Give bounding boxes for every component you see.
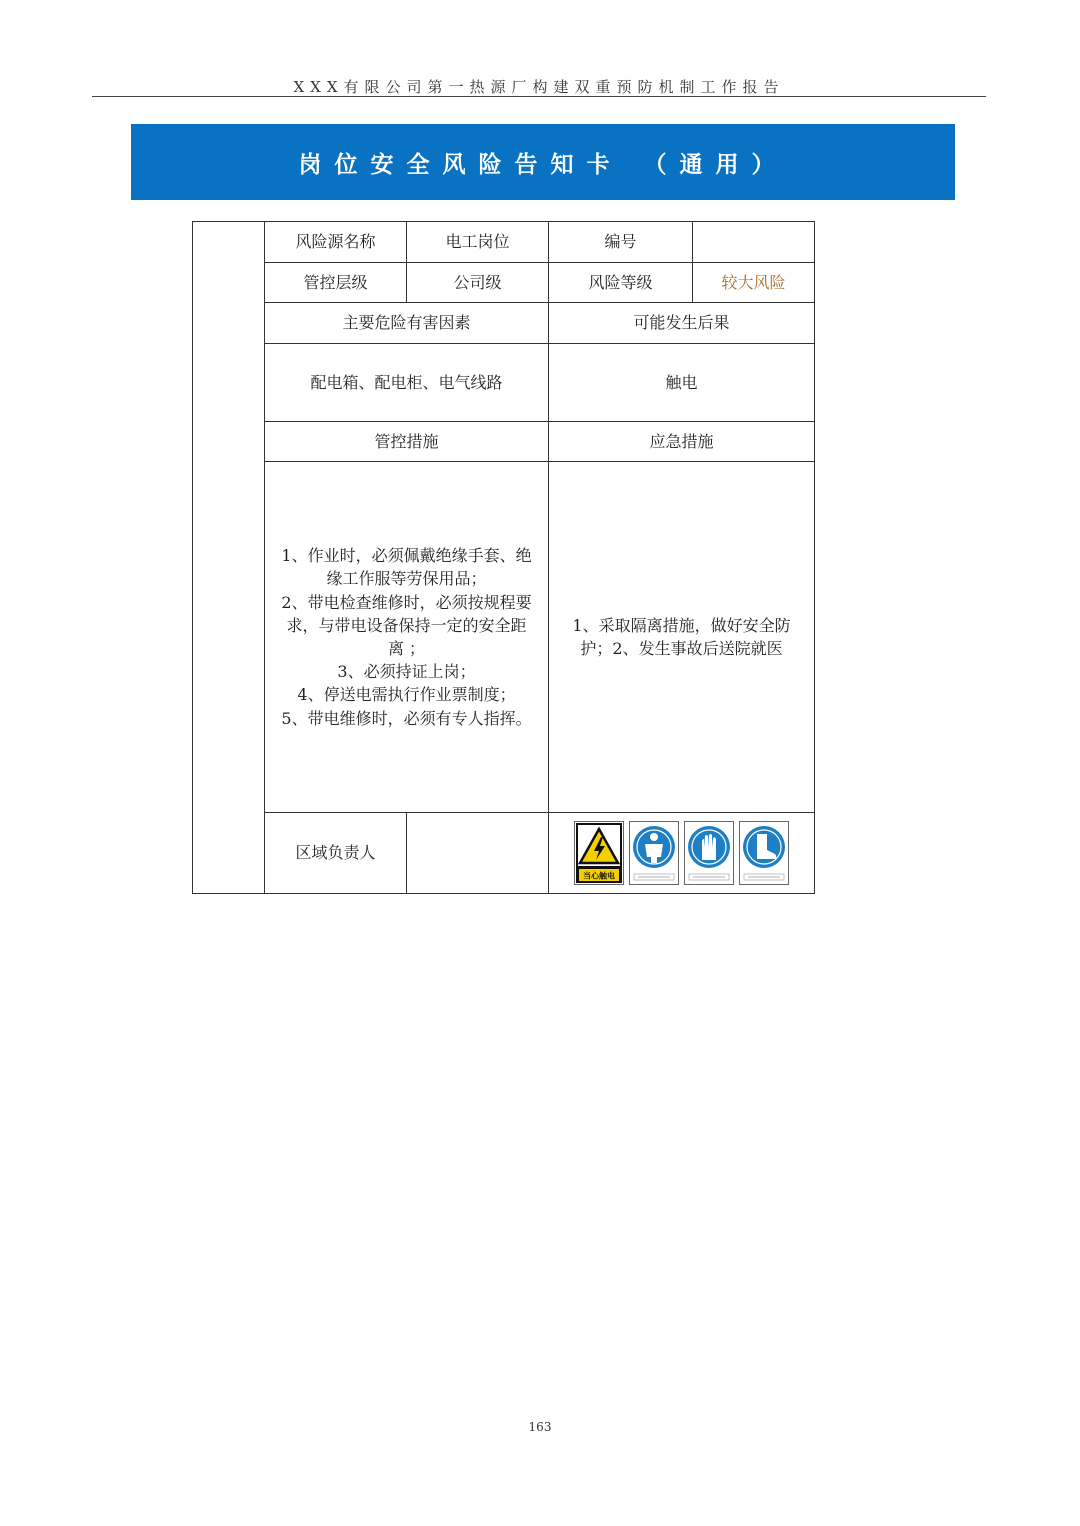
emergency-measures-cell bbox=[549, 462, 815, 813]
risk-source-value: 电工岗位 bbox=[407, 222, 549, 263]
responsible-label: 区域负责人 bbox=[265, 813, 407, 894]
header-rule bbox=[92, 96, 986, 97]
control-level-label: 管控层级 bbox=[265, 263, 407, 303]
number-label: 编号 bbox=[549, 222, 693, 263]
control-measure-line: 离 ； bbox=[387, 639, 426, 658]
wear-insulating-boots-icon bbox=[739, 821, 789, 885]
safety-signs-cell bbox=[549, 813, 815, 894]
electric-shock-caption: 当心触电 bbox=[583, 871, 615, 881]
hazards-value: 配电箱、配电柜、电气线路 bbox=[265, 344, 549, 422]
hazards-label: 主要危险有害因素 bbox=[265, 303, 549, 344]
electric-shock-warning-icon bbox=[574, 821, 624, 885]
responsible-value bbox=[407, 813, 549, 894]
safety-signs bbox=[549, 821, 814, 885]
consequences-label: 可能发生后果 bbox=[549, 303, 815, 344]
control-measures-label: 管控措施 bbox=[265, 422, 549, 462]
risk-grade-label: 风险等级 bbox=[549, 263, 693, 303]
control-measure-line: 2、带电检查维修时，必须按规程要 bbox=[281, 592, 532, 612]
control-measure-line: 求，与带电设备保持一定的安全距 bbox=[286, 615, 527, 635]
card-title-banner bbox=[131, 124, 955, 200]
left-margin-column bbox=[193, 222, 265, 894]
wear-insulating-gloves-icon bbox=[684, 821, 734, 885]
consequences-value: 触电 bbox=[549, 344, 815, 422]
wear-protective-clothing-icon bbox=[629, 821, 679, 885]
control-measure-line: 缘工作服等劳保用品； bbox=[326, 569, 487, 589]
page-number: 163 bbox=[528, 1420, 552, 1434]
control-level-value: 公司级 bbox=[407, 263, 549, 303]
control-measure-line: 4、停送电需执行作业票制度； bbox=[297, 685, 516, 705]
control-measure-line: 3、必须持证上岗； bbox=[337, 662, 476, 682]
emergency-measure-line: 护；2、发生事故后送院就医 bbox=[580, 639, 783, 658]
number-value bbox=[693, 222, 815, 263]
running-header: XXX有限公司第一热源厂构建双重预防机制工作报告 bbox=[293, 78, 785, 96]
card-title: 岗位安全风险告知卡 （通用） bbox=[298, 150, 788, 178]
emergency-measures-label: 应急措施 bbox=[549, 422, 815, 462]
control-measure-line: 1、作业时，必须佩戴绝缘手套、绝 bbox=[281, 546, 532, 566]
control-measure-line: 5、带电维修时，必须有专人指挥。 bbox=[281, 708, 532, 728]
emergency-measure-line: 1、采取隔离措施，做好安全防 bbox=[572, 615, 791, 635]
control-measures-cell bbox=[265, 462, 549, 813]
risk-grade-value: 较大风险 bbox=[693, 263, 815, 303]
risk-notification-card bbox=[192, 221, 814, 893]
risk-source-label: 风险源名称 bbox=[265, 222, 407, 263]
